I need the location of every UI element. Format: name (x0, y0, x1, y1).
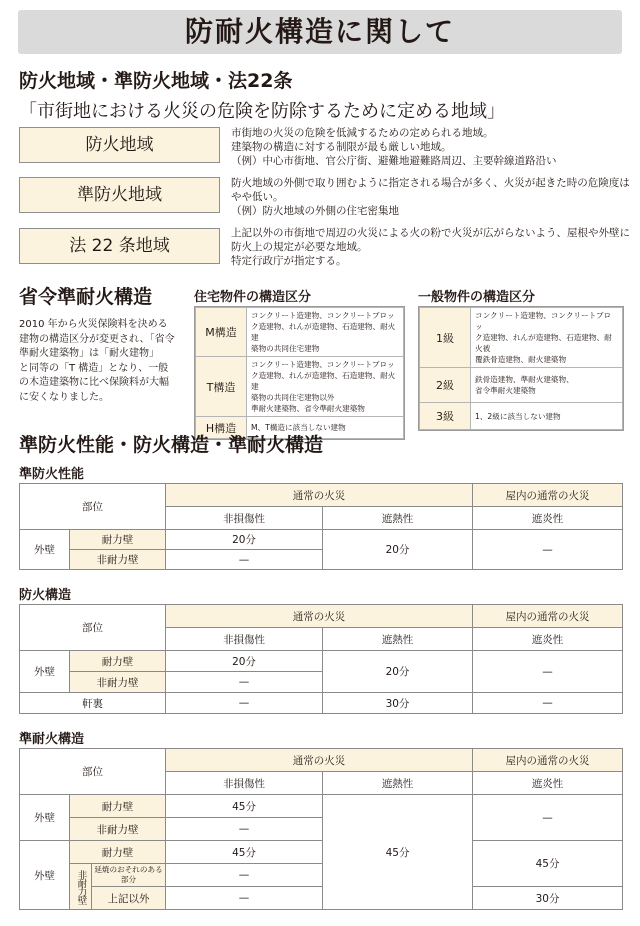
row-desc (471, 308, 623, 368)
zone-desc-line: 防火上の規定が必要な地域。 (231, 241, 368, 253)
row-desc (247, 357, 404, 417)
t3-table (19, 748, 623, 910)
row-label: 2級 (420, 368, 471, 403)
cell: — (473, 530, 623, 570)
page-title-bar (18, 10, 622, 54)
zone-label-law22: 法 22 条地域 (19, 228, 220, 264)
zone-desc-line: やや低い。 (231, 191, 284, 203)
cell: 45分 (473, 841, 623, 887)
zone-desc-line: 建築物の構造に対する制限が最も厳しい地域。 (231, 141, 452, 153)
desc-line: コンクリート造建物、コンクリートブロッ (251, 311, 395, 320)
row-outer-wall: 外壁 (20, 651, 70, 693)
ministerial-heading: 省令準耐火構造 (19, 286, 153, 308)
col-part: 部位 (20, 605, 166, 651)
residential-table (194, 306, 405, 440)
row-outer-wall: 外壁 (20, 530, 70, 570)
cell: — (473, 795, 623, 841)
row-non-bearing-wall: 非耐力壁 (70, 672, 166, 693)
col-flame: 遮炎性 (473, 772, 623, 795)
col-non-damage: 非損傷性 (166, 628, 323, 651)
col-normal-fire: 通常の火災 (166, 749, 473, 772)
desc-line: ク造建物、れんが造建物、石造建物、耐火建 (251, 322, 396, 342)
desc-line: 省令準耐火建築物 (475, 386, 536, 395)
col-indoor-fire: 屋内の通常の火災 (473, 605, 623, 628)
cell: — (166, 864, 323, 887)
performance-heading: 準防火性能・防火構造・準耐火構造 (19, 434, 324, 456)
cell: 30分 (473, 887, 623, 910)
row-outer-wall: 外壁 (20, 841, 70, 910)
col-heat: 遮熱性 (323, 772, 473, 795)
col-indoor-fire: 屋内の通常の火災 (473, 484, 623, 507)
row-non-bearing-wall: 非耐力壁 (70, 550, 166, 570)
ministerial-body (19, 318, 185, 405)
zones-heading: 防火地域・準防火地域・法22条 (19, 70, 293, 92)
cell: 20分 (323, 651, 473, 693)
col-normal-fire: 通常の火災 (166, 484, 473, 507)
table-row (196, 308, 404, 357)
row-other: 上記以外 (92, 887, 166, 910)
cell: — (473, 693, 623, 714)
t1-title: 準防火性能 (19, 467, 85, 482)
cell: — (166, 693, 323, 714)
cell: 20分 (166, 651, 323, 672)
desc-line: ク造建物、れんが造建物、石造建物、耐火被 (475, 333, 612, 353)
row-label: M構造 (196, 308, 247, 357)
zone-desc-line: 特定行政庁が指定する。 (231, 255, 347, 267)
row-bearing-wall: 耐力壁 (70, 795, 166, 818)
col-part: 部位 (20, 749, 166, 795)
residential-title: 住宅物件の構造区分 (194, 290, 312, 305)
col-heat: 遮熱性 (323, 507, 473, 530)
row-desc (471, 403, 623, 430)
table-row (420, 403, 623, 430)
zone-desc-line: （例）防火地域の外側の住宅密集地 (231, 205, 399, 217)
cell: 30分 (323, 693, 473, 714)
col-part: 部位 (20, 484, 166, 530)
row-label: T構造 (196, 357, 247, 417)
col-flame: 遮炎性 (473, 628, 623, 651)
row-non-bearing-wall: 非耐力壁 (70, 818, 166, 841)
body-line: の木造建築物に比べ保険料が大幅 (19, 377, 169, 388)
desc-line: M、T構造に該当しない建物 (251, 423, 346, 432)
row-bearing-wall: 耐力壁 (70, 841, 166, 864)
t2-title: 防火構造 (19, 588, 72, 603)
desc-line: コンクリート造建物、コンクリートブロッ (251, 360, 395, 369)
cell: 20分 (323, 530, 473, 570)
cell: — (166, 887, 323, 910)
cell: 45分 (166, 795, 323, 818)
cell: — (166, 550, 323, 570)
desc-line: 築物の共同住宅建物 (251, 344, 320, 353)
cell: 45分 (166, 841, 323, 864)
row-desc (247, 308, 404, 357)
body-line: 建物の構造区分が変更され、「省令 (19, 333, 175, 345)
row-label: 1級 (420, 308, 471, 368)
row-spread-risk: 延焼のおそれのある部分 (92, 864, 166, 887)
table-row (196, 357, 404, 417)
zones-subheading: 「市街地における火災の危険を防除するために定める地域」 (19, 101, 505, 122)
row-outer-wall: 外壁 (20, 795, 70, 841)
row-bearing-wall: 耐力壁 (70, 651, 166, 672)
zone-desc-line: 防火地域の外側で取り囲むように指定される場合が多く、火災が起きた時の危険度は (231, 177, 630, 189)
desc-line: コンクリート造建物、コンクリートブロッ (475, 311, 612, 331)
row-desc (471, 368, 623, 403)
zone-label-semi-fire: 準防火地域 (19, 177, 220, 213)
row-eaves: 軒裏 (20, 693, 166, 714)
zone-desc-semi-fire (231, 176, 630, 218)
zone-desc-fire (231, 126, 557, 168)
col-heat: 遮熱性 (323, 628, 473, 651)
col-indoor-fire: 屋内の通常の火災 (473, 749, 623, 772)
body-line: 2010 年から火災保険料を決める (19, 319, 168, 330)
cell: 45分 (323, 795, 473, 910)
col-non-damage: 非損傷性 (166, 507, 323, 530)
general-table (418, 306, 624, 431)
row-label: 3級 (420, 403, 471, 430)
zone-label-fire: 防火地域 (19, 127, 220, 163)
desc-line: 準耐火建築物、省令準耐火建築物 (251, 404, 365, 413)
general-title: 一般物件の構造区分 (418, 290, 536, 305)
col-non-damage: 非損傷性 (166, 772, 323, 795)
desc-line: 覆鉄骨造建物、耐火建築物 (475, 355, 567, 364)
zone-desc-line: 上記以外の市街地で周辺の火災による火の粉で火災が広がらないよう、屋根や外壁に (231, 227, 630, 239)
body-line: に安くなりました。 (19, 391, 109, 403)
zone-desc-line: （例）中心市街地、官公庁街、避難地避難路周辺、主要幹線道路沿い (231, 155, 557, 167)
desc-line: ク造建物、れんが造建物、石造建物、耐火建 (251, 371, 396, 391)
zone-desc-line: 市街地の火災の危険を低減するための定められる地域。 (231, 127, 494, 139)
col-flame: 遮炎性 (473, 507, 623, 530)
cell: 20分 (166, 530, 323, 550)
t1-table (19, 483, 623, 570)
page-title: 防耐火構造に関して (184, 15, 455, 48)
cell: — (166, 818, 323, 841)
desc-line: 1、2級に該当しない建物 (475, 411, 561, 421)
t3-title: 準耐火構造 (19, 732, 85, 747)
body-line: と同等の「T 構造」となり、一般 (19, 362, 169, 374)
zone-desc-law22 (231, 226, 630, 268)
row-bearing-wall: 耐力壁 (70, 530, 166, 550)
row-label: H構造 (196, 417, 247, 439)
cell: — (473, 651, 623, 693)
t2-table (19, 604, 623, 714)
table-row (420, 308, 623, 368)
row-non-bearing-vertical: 非耐力壁 (70, 864, 92, 910)
col-normal-fire: 通常の火災 (166, 605, 473, 628)
cell: — (166, 672, 323, 693)
table-row (420, 368, 623, 403)
desc-line: 築物の共同住宅建物以外 (251, 393, 335, 402)
desc-line: 鉄骨造建物、準耐火建築物、 (475, 375, 574, 384)
body-line: 準耐火建築物」は「耐火建物」 (19, 348, 159, 359)
